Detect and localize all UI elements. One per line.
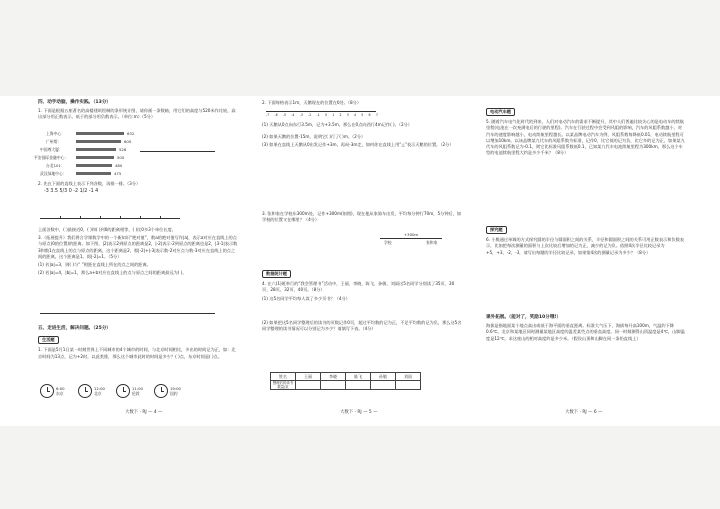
- axis-label: 2: [339, 113, 342, 117]
- map-line: [380, 238, 442, 239]
- bar-label: 台北101：: [46, 163, 65, 168]
- question-2-block: [38, 181, 238, 197]
- question-2: 2. 下面每格表示1m，天鹅现在的位置在0处。（8分）: [262, 100, 362, 105]
- table-header: 孙敏: [371, 373, 396, 381]
- question-3-2: (2) 若|a|=4，|b|=1，那么a+b对应在直线上的点与原点之间的距离最远为( )。: [38, 270, 187, 276]
- axis-tick: [100, 216, 101, 219]
- bar-value: 480: [115, 163, 123, 168]
- bar-value: 528: [119, 147, 127, 152]
- table-cell[interactable]: [296, 381, 321, 390]
- clock-icon: [116, 384, 130, 398]
- table-header: 陈飞: [346, 373, 371, 381]
- section4-title: 四、动手动脑，操作实践。（13分）: [38, 100, 112, 105]
- bar: [76, 164, 112, 167]
- clock-city: 东京: [56, 391, 64, 396]
- question-4-2: (2) 如果把这5名同学整理后的读书的页数记作0页，超过平均数的记为正，不足平均数的记为负，那么这5名同学整理的读书情况可以分别记为多少？请填写下表。（4分）: [262, 319, 462, 332]
- reading-table: [270, 372, 421, 390]
- clock-icon: [40, 384, 54, 398]
- section5-title: 五、走进生活，解决问题。（25分）: [38, 326, 112, 331]
- question-1: 1. 下面是根据五座著名的高楼建筑绘制的条形统计图，请你画一条数轴，用它们的高度与520米作比较，高出部分用正数表示，低于的部分用负数表示。（单位:m）（5分）: [38, 108, 236, 120]
- bar-label: 中国尊大厦：: [40, 147, 63, 152]
- question-3-block: [38, 227, 238, 278]
- clock-icon: [78, 384, 92, 398]
- map-label-distance: +300m: [404, 232, 419, 237]
- clock-icon: [154, 384, 168, 398]
- clock-time: 12:00: [94, 386, 105, 391]
- right-page: [486, 106, 686, 158]
- bar-label: 武汉绿地中心：: [40, 171, 67, 176]
- axis-labels: [266, 113, 378, 117]
- answer-number-line: [140, 151, 215, 152]
- table-cell[interactable]: [346, 381, 371, 390]
- bar-label: 广州塔：: [46, 139, 62, 144]
- row-label-line: 整理后的读书: [272, 381, 294, 385]
- bar: [76, 148, 116, 151]
- question-5-1: 1. 下面是5月1日某一时刻世界上不同城市的4个城市的时间，与北京时间相比，多出的时间记为正，如：北京时间为13点，记为+2时，以此类推，那么这个城市此时的时间是多少？( )点，东京时间是( )点。: [38, 347, 236, 359]
- question-3-1: (1) 若|a|=3，则( )与“ ”相距在直线上所在的点之间的距离。: [38, 262, 151, 268]
- table-cell[interactable]: [371, 381, 396, 390]
- section5-block: [38, 326, 238, 362]
- axis-label: -7: [266, 113, 270, 117]
- table-cell[interactable]: [396, 381, 421, 390]
- bar-value: 600: [124, 139, 132, 144]
- question-4-block: [262, 268, 462, 334]
- question-3-block: [262, 211, 462, 225]
- page-footer: 大数下 · RJ — 5 —: [340, 410, 378, 415]
- page-footer: 大数下 · RJ — 4 —: [125, 410, 163, 415]
- swan-number-line: [266, 111, 376, 112]
- bar-value: 475: [114, 171, 122, 176]
- clock-time: 11:00: [132, 386, 143, 391]
- q3-number-line: [40, 313, 215, 314]
- question-4: 4. 在六(1)班举行的“我会管理书”活动中，王丽、李晓、陈飞、孙敏、刘雨这5名同学分别读了35页、30页、28页、32页、40页。（8分）: [262, 281, 455, 293]
- middle-page: [262, 100, 462, 108]
- table-row: [271, 381, 421, 390]
- axis-tick: [80, 216, 81, 219]
- question-6: 6. 小熊通过单调的方式探究圆的半径与圆面积之间的关系，半径和圆面积之间的关系可用正数表示和负数表示，比如把每次测量的面积与上次比较后增加的记为正，减少的记为负。依照4次半径比较记录为+5，+3，-2，-3，请写出每题的半径比较记录，如果第4次的测量记录为多少？（8分）: [486, 237, 684, 255]
- axis-tick: [60, 216, 61, 219]
- axis-tick: [160, 216, 161, 219]
- axis-label: -2: [308, 113, 312, 117]
- question-2-2: (2) 如果天鹅的位置-15m，说明它( )行了( )m。（2分）: [262, 134, 366, 140]
- axis-tick: [140, 216, 141, 219]
- axis-label: 3: [346, 113, 349, 117]
- table-header: 李晓: [321, 373, 346, 381]
- table-header-row: [271, 373, 421, 381]
- axis-label: 7: [375, 113, 378, 117]
- question-3: 3. 张和家在学校东300m处，记作+300m(如图)，现在他从家骑车出发，平均每分钟行70m，5分钟后，如学校的位置又在哪里？（4分）: [262, 211, 462, 223]
- clock-time: 19:00: [170, 386, 181, 391]
- question-2: 2. 先在下面的直线上表示下列各数，再排一排。（3分）: [38, 181, 141, 186]
- clock-city: 纽约: [170, 391, 178, 396]
- left-page: [38, 100, 238, 123]
- axis-label: 6: [368, 113, 371, 117]
- axis-label: -4: [291, 113, 295, 117]
- clock-time: 6:00: [56, 386, 65, 391]
- axis-label: -6: [274, 113, 278, 117]
- question-2-3: (3) 如果在直线上天鹅从0出发记作+3m，再向-3m走，如何你在直线上用“△”表示天鹅的位置。（2分）: [262, 142, 454, 148]
- stats-tag: 数据统计题: [262, 270, 291, 278]
- question-2-parts: [262, 122, 462, 151]
- bar: [76, 140, 121, 143]
- life-tag: 生活题: [38, 336, 59, 344]
- question-2-1: (1) 天鹅从0点向东行3.5m，记为+3.5m，那么在0点向西行4m记作( )。（2分）: [262, 122, 412, 127]
- number-line: [40, 218, 180, 219]
- axis-label: -1: [316, 113, 320, 117]
- explore-tag: 探究题: [486, 226, 507, 234]
- q2-note: 上面各数中，( )最接近0，( )和( )到0的距离相等，( )比0多3个单位长度。: [38, 227, 176, 232]
- row-label-line: 数量/页: [277, 385, 289, 389]
- table-row-label: [271, 381, 296, 390]
- axis-tick: [120, 216, 121, 219]
- table-header: 刘雨: [396, 373, 421, 381]
- question-6-block: [486, 224, 686, 258]
- bar-value: 500: [117, 155, 125, 160]
- question-4-1: (1) 这5名同学平均每人读了多少页书？（4分）: [262, 295, 350, 301]
- question-5: 5. 随着汽车电气化时代的到来，人们对电动汽车的需求不断提升，其中人们普遍比较关心的是电动车的续航里程(电池在一次充满电后的行驶的里程)。汽车在行驶过程中会受到风阻的影响，汽车的风阻系数越小，对汽车的速度影响越小，电动续航里程越长。以某品牌电动汽车为例，风阻系数每降低0.01，电动续航里程可以增加10km。以该品牌某九代车的风阻系数为标准，记作0，比它低的记为负，比它多的记为正，如果某九代车的风阻系数记为-0.1，则它比标准风阻系数低0.1，已知某九代车电池续航里程为300km，那么这个车型的电池续航里程大约是多少千米？（8分）: [486, 119, 685, 156]
- axis-label: 0: [324, 113, 327, 117]
- extension-title: 课外拓展。（能对了，奖励10分哦!）: [486, 315, 562, 320]
- table-header: 王丽: [296, 373, 321, 381]
- axis-label: -3: [299, 113, 303, 117]
- table-header: 姓名: [271, 373, 296, 381]
- extension-block: [486, 315, 686, 344]
- table-cell[interactable]: [321, 381, 346, 390]
- axis-label: 1: [332, 113, 335, 117]
- clock-city: 伦敦: [132, 391, 140, 396]
- bar: [76, 172, 111, 175]
- extension-question: 海拔是指地面某个地点高出或低于海平面的垂直距离。标准大气压下，海拔每升高100m，气温约下降0.6℃。北京和某地区同时测量某地区高度的温差某些点的垂直高度。同一时刻测得山顶温度是4℃，山脚温度是12℃，求这座山的相对高度约是多少米。（假设山顶和山脚在同一条铅直线上）: [486, 323, 685, 341]
- bar: [76, 156, 114, 159]
- page-footer: 大数下 · RJ — 6 —: [565, 410, 603, 415]
- ev-tag: 电动汽车题: [486, 108, 515, 116]
- axis-label: -5: [282, 113, 287, 117]
- bar-label: 上海中心：: [46, 131, 65, 136]
- question-3: 3.（拓展提升）我们将合学课数学中的一个新知识“绝对值”，数a的绝对值写作|a|，表示a对应在直线上的点与原点(0的位置)的距离。如下图，|2|表示2到原点的距离是2，|-2|表示-2到原点的距离也是2，|3-1|表示数3和数1在直线上的点与原点的距离，这个距离是2，那|-2|+|-3|表示数-2对应点与数-3对应在直线上的点之间的距离，这个距离是1。即|-2|=1。（5分）: [38, 235, 238, 259]
- bar-label: 平安国际金融中心：: [34, 155, 69, 160]
- q2-numbers: -3 3.5 5/3 0 -2 1/2 -1 4: [44, 189, 99, 195]
- map-label-home: 张和家: [426, 240, 438, 245]
- axis-label: 4: [354, 113, 357, 117]
- bar: [76, 132, 124, 135]
- bar-value: 632: [127, 131, 135, 136]
- map-label-school: 学校: [384, 240, 392, 245]
- clock-city: 北京: [94, 391, 102, 396]
- axis-label: 5: [361, 113, 364, 117]
